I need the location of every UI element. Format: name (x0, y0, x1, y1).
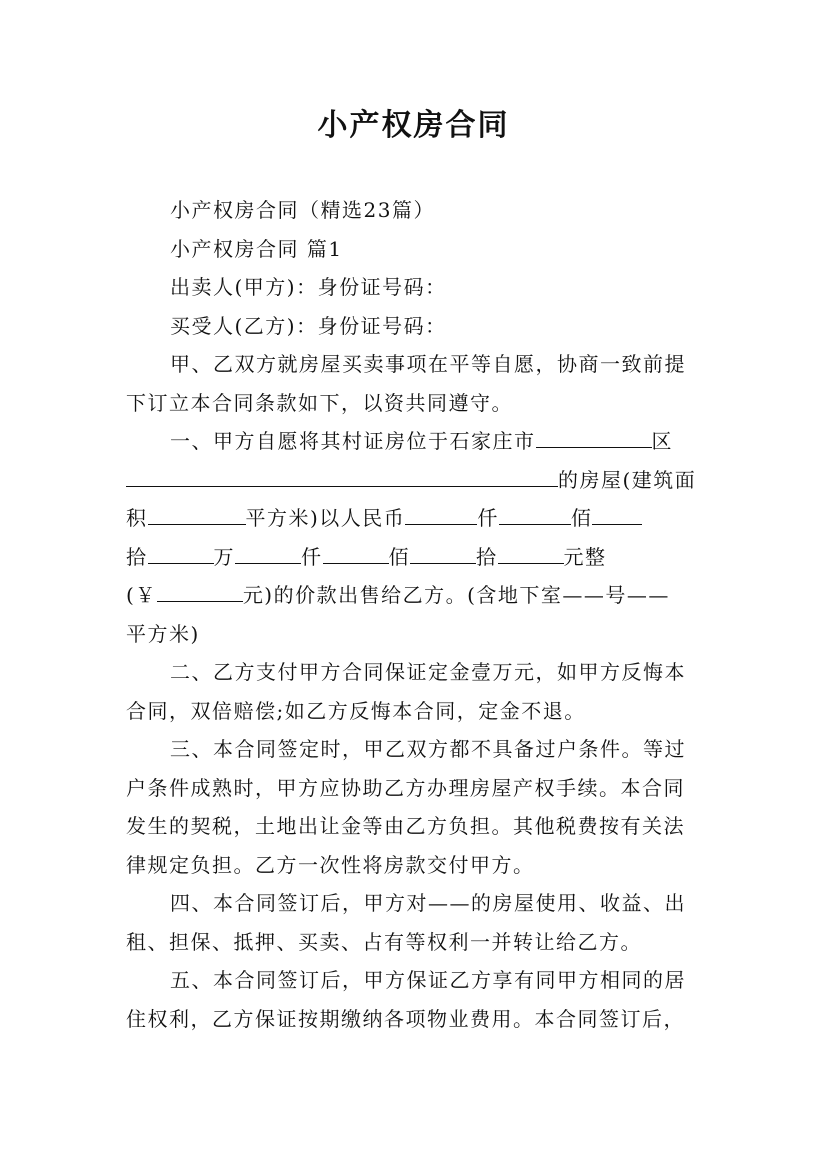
blank-field (498, 541, 564, 564)
clause-1-text: 一、甲方自愿将其村证房位于石家庄市 (170, 429, 536, 453)
blank-field (126, 464, 558, 487)
clause-1-line-4 (126, 538, 704, 577)
clause-4-line-1: 四、本合同签订后，甲方对——的房屋使用、收益、出 (170, 891, 686, 915)
clause-2-line-2: 合同，双倍赔偿;如乙方反悔本合同，定金不退。 (126, 698, 586, 723)
clause-5-line-2: 住权利，乙方保证按期缴纳各项物业费用。本合同签订后， (126, 1006, 685, 1031)
clause-1-text: 区 (651, 429, 673, 453)
intro-line-2: 下订立本合同条款如下，以资共同遵守。 (126, 390, 513, 415)
clause-1-line-1 (126, 422, 704, 461)
blank-field (323, 541, 389, 564)
clause-3-line-1: 三、本合同签定时，甲乙双方都不具备过户条件。等过 (170, 737, 686, 761)
blank-field (592, 502, 642, 525)
clause-5-line-1: 五、本合同签订后，甲方保证乙方享有同甲方相同的居 (170, 968, 686, 992)
clause-3-line-2: 户条件成熟时，甲方应协助乙方办理房屋产权手续。本合同 (126, 775, 685, 800)
clause-1-text: 佰 (388, 544, 410, 569)
clause-1-text: 平方米)以人民币 (245, 506, 406, 530)
blank-field (235, 541, 301, 564)
section-heading: 小产权房合同 篇1 (170, 236, 343, 261)
clause-3-line-3: 发生的契税，土地出让金等由乙方负担。其他税费按有关法 (126, 814, 685, 838)
clause-1-text: 积 (126, 506, 148, 530)
blank-field (148, 541, 214, 564)
clause-1-text: (￥ (126, 583, 157, 607)
clause-1-line-6: 平方米) (126, 621, 200, 646)
clause-1-line-3 (126, 499, 704, 538)
clause-3-line-4: 律规定负担。乙方一次性将房款交付甲方。 (126, 852, 535, 877)
clause-1-text: 元整 (563, 544, 607, 569)
blank-field (410, 541, 476, 564)
clause-1-text: 的房屋(建筑面 (558, 467, 697, 492)
clause-1-text: 拾 (126, 544, 148, 569)
document-body (126, 191, 704, 1038)
blank-field (148, 502, 246, 525)
clause-1-text: 仟 (477, 506, 499, 530)
clause-1-text: 万 (213, 544, 235, 569)
buyer-line: 买受人(乙方)：身份证号码： (170, 313, 447, 338)
intro-line-1: 甲、乙双方就房屋买卖事项在平等自愿，协商一致前提 (170, 352, 686, 376)
clause-2-line-1: 二、乙方支付甲方合同保证定金壹万元，如甲方反悔本 (170, 660, 686, 684)
clause-4-line-2: 租、担保、抵押、买卖、占有等权利一并转让给乙方。 (126, 929, 642, 954)
clause-1-text: 元)的价款出售给乙方。(含地下室——号—— (242, 583, 670, 607)
blank-field (536, 425, 652, 448)
clause-1-line-2 (126, 461, 704, 500)
clause-1-text: 拾 (476, 544, 498, 569)
subtitle-line: 小产权房合同（精选23篇） (170, 198, 435, 222)
blank-field (157, 579, 243, 602)
blank-field (499, 502, 571, 525)
blank-field (405, 502, 477, 525)
clause-1-text: 仟 (301, 544, 323, 569)
document-title: 小产权房合同 (317, 108, 510, 143)
seller-line: 出卖人(甲方)：身份证号码： (170, 275, 447, 299)
clause-1-text: 佰 (570, 506, 593, 530)
clause-1-line-5 (126, 576, 704, 615)
